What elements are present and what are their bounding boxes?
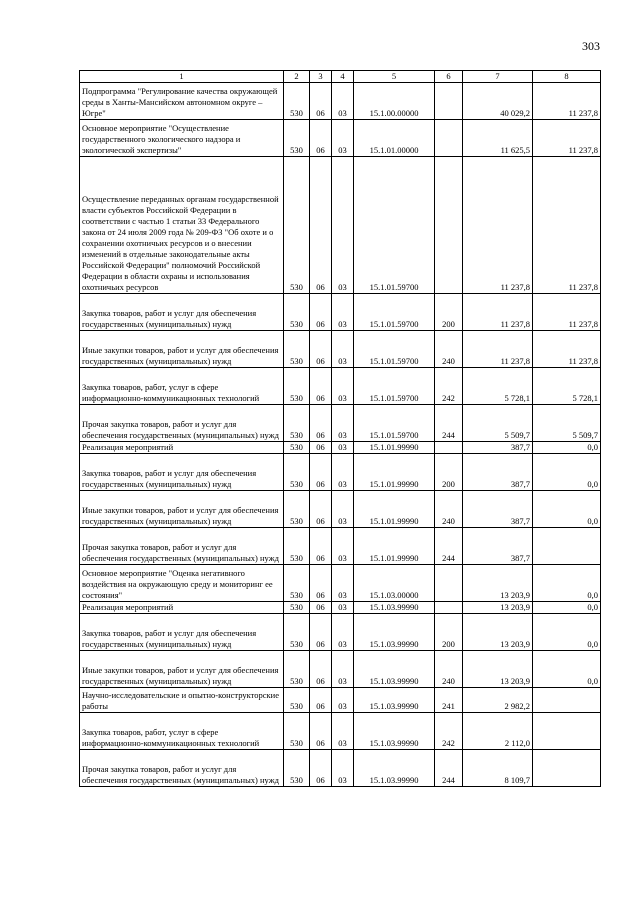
column-header: 1: [80, 71, 284, 83]
admin-code-cell: 530: [284, 750, 310, 787]
amount-cell: 11 237,8: [533, 120, 601, 157]
expense-type-cell: 240: [435, 651, 463, 688]
target-article-cell: 15.1.01.99990: [354, 491, 435, 528]
expense-type-cell: 200: [435, 614, 463, 651]
section-code-cell: 06: [310, 368, 332, 405]
expense-type-cell: [435, 83, 463, 120]
subsection-code-cell: 03: [332, 565, 354, 602]
column-header: 2: [284, 71, 310, 83]
expense-type-cell: 244: [435, 750, 463, 787]
expense-type-cell: 200: [435, 294, 463, 331]
table-row: [80, 83, 601, 120]
subsection-code-cell: 03: [332, 405, 354, 442]
amount-cell: 0,0: [533, 565, 601, 602]
table-row: [80, 565, 601, 602]
row-name-cell: Прочая закупка товаров, работ и услуг для обеспечения государственных (муниципальных) нужд: [80, 405, 284, 442]
section-code-cell: 06: [310, 602, 332, 614]
admin-code-cell: 530: [284, 331, 310, 368]
table-row: [80, 368, 601, 405]
table-row: [80, 750, 601, 787]
table-row: [80, 454, 601, 491]
amount-cell: 387,7: [463, 442, 533, 454]
amount-cell: 5 728,1: [533, 368, 601, 405]
subsection-code-cell: 03: [332, 454, 354, 491]
column-header: 3: [310, 71, 332, 83]
expense-type-cell: 244: [435, 405, 463, 442]
amount-cell: [533, 688, 601, 713]
subsection-code-cell: 03: [332, 750, 354, 787]
column-header: 6: [435, 71, 463, 83]
expense-type-cell: [435, 442, 463, 454]
target-article-cell: 15.1.00.00000: [354, 83, 435, 120]
section-code-cell: 06: [310, 294, 332, 331]
table-row: [80, 331, 601, 368]
section-code-cell: 06: [310, 157, 332, 294]
amount-cell: 11 237,8: [463, 294, 533, 331]
section-code-cell: 06: [310, 565, 332, 602]
table-row: [80, 491, 601, 528]
target-article-cell: 15.1.03.99990: [354, 602, 435, 614]
target-article-cell: 15.1.01.59700: [354, 294, 435, 331]
amount-cell: 0,0: [533, 491, 601, 528]
section-code-cell: 06: [310, 713, 332, 750]
expense-type-cell: 200: [435, 454, 463, 491]
admin-code-cell: 530: [284, 528, 310, 565]
subsection-code-cell: 03: [332, 491, 354, 528]
amount-cell: 387,7: [463, 491, 533, 528]
table-row: [80, 614, 601, 651]
amount-cell: 11 237,8: [463, 157, 533, 294]
expense-type-cell: 241: [435, 688, 463, 713]
expense-type-cell: [435, 157, 463, 294]
amount-cell: 5 509,7: [533, 405, 601, 442]
target-article-cell: 15.1.01.99990: [354, 442, 435, 454]
subsection-code-cell: 03: [332, 602, 354, 614]
subsection-code-cell: 03: [332, 651, 354, 688]
amount-cell: 11 237,8: [463, 331, 533, 368]
section-code-cell: 06: [310, 83, 332, 120]
section-code-cell: 06: [310, 688, 332, 713]
amount-cell: 0,0: [533, 651, 601, 688]
expense-type-cell: 242: [435, 713, 463, 750]
amount-cell: 11 237,8: [533, 294, 601, 331]
admin-code-cell: 530: [284, 83, 310, 120]
row-name-cell: Закупка товаров, работ и услуг для обеспечения государственных (муниципальных) нужд: [80, 454, 284, 491]
amount-cell: 2 982,2: [463, 688, 533, 713]
amount-cell: 0,0: [533, 454, 601, 491]
target-article-cell: 15.1.01.59700: [354, 331, 435, 368]
subsection-code-cell: 03: [332, 294, 354, 331]
amount-cell: 387,7: [463, 454, 533, 491]
amount-cell: 0,0: [533, 442, 601, 454]
admin-code-cell: 530: [284, 688, 310, 713]
row-name-cell: Закупка товаров, работ, услуг в сфере информационно-коммуникационных технологий: [80, 713, 284, 750]
target-article-cell: 15.1.01.59700: [354, 157, 435, 294]
amount-cell: 8 109,7: [463, 750, 533, 787]
admin-code-cell: 530: [284, 454, 310, 491]
table-row: [80, 157, 601, 294]
row-name-cell: Иные закупки товаров, работ и услуг для обеспечения государственных (муниципальных) нужд: [80, 491, 284, 528]
subsection-code-cell: 03: [332, 688, 354, 713]
subsection-code-cell: 03: [332, 331, 354, 368]
section-code-cell: 06: [310, 614, 332, 651]
row-name-cell: Прочая закупка товаров, работ и услуг для обеспечения государственных (муниципальных) нужд: [80, 750, 284, 787]
table-row: [80, 651, 601, 688]
subsection-code-cell: 03: [332, 713, 354, 750]
amount-cell: 0,0: [533, 614, 601, 651]
admin-code-cell: 530: [284, 294, 310, 331]
section-code-cell: 06: [310, 750, 332, 787]
row-name-cell: Реализация мероприятий: [80, 602, 284, 614]
admin-code-cell: 530: [284, 602, 310, 614]
target-article-cell: 15.1.01.99990: [354, 528, 435, 565]
table-row: [80, 602, 601, 614]
table-row: [80, 405, 601, 442]
table-row: [80, 688, 601, 713]
row-name-cell: Основное мероприятие "Оценка негативного воздействия на окружающую среду и мониторинг ее состояния": [80, 565, 284, 602]
target-article-cell: 15.1.01.59700: [354, 405, 435, 442]
table-row: [80, 713, 601, 750]
target-article-cell: 15.1.01.00000: [354, 120, 435, 157]
target-article-cell: 15.1.03.99990: [354, 750, 435, 787]
section-code-cell: 06: [310, 528, 332, 565]
budget-table: [79, 70, 601, 787]
table-row: [80, 442, 601, 454]
row-name-cell: Реализация мероприятий: [80, 442, 284, 454]
admin-code-cell: 530: [284, 565, 310, 602]
row-name-cell: Подпрограмма "Регулирование качества окружающей среды в Ханты-Мансийском автономном округе – Югре": [80, 83, 284, 120]
expense-type-cell: 240: [435, 491, 463, 528]
subsection-code-cell: 03: [332, 120, 354, 157]
section-code-cell: 06: [310, 405, 332, 442]
subsection-code-cell: 03: [332, 368, 354, 405]
row-name-cell: Прочая закупка товаров, работ и услуг для обеспечения государственных (муниципальных) нужд: [80, 528, 284, 565]
amount-cell: 5 728,1: [463, 368, 533, 405]
table-row: [80, 528, 601, 565]
row-name-cell: Закупка товаров, работ, услуг в сфере информационно-коммуникационных технологий: [80, 368, 284, 405]
subsection-code-cell: 03: [332, 157, 354, 294]
target-article-cell: 15.1.03.00000: [354, 565, 435, 602]
amount-cell: 0,0: [533, 602, 601, 614]
amount-cell: 11 237,8: [533, 331, 601, 368]
target-article-cell: 15.1.01.59700: [354, 368, 435, 405]
column-header: 4: [332, 71, 354, 83]
amount-cell: [533, 528, 601, 565]
column-header: 7: [463, 71, 533, 83]
section-code-cell: 06: [310, 442, 332, 454]
admin-code-cell: 530: [284, 120, 310, 157]
subsection-code-cell: 03: [332, 442, 354, 454]
target-article-cell: 15.1.03.99990: [354, 614, 435, 651]
amount-cell: 2 112,0: [463, 713, 533, 750]
amount-cell: 11 237,8: [533, 83, 601, 120]
target-article-cell: 15.1.01.99990: [354, 454, 435, 491]
target-article-cell: 15.1.03.99990: [354, 713, 435, 750]
subsection-code-cell: 03: [332, 528, 354, 565]
amount-cell: 11 625,5: [463, 120, 533, 157]
amount-cell: [533, 713, 601, 750]
admin-code-cell: 530: [284, 491, 310, 528]
row-name-cell: Осуществление переданных органам государственной власти субъектов Российской Федерации в соответствии с частью 1 статьи 33 Федерального закона от 24 июля 2009 года № 209-ФЗ "Об охоте и о сохранении охотничьих ресурсов и о внесении изменений в отдельные законодательные акты Российской Федерации" полномочий Российской Федерации в области охраны и использования охотничьих ресурсов: [80, 157, 284, 294]
amount-cell: 387,7: [463, 528, 533, 565]
row-name-cell: Научно-исследовательские и опытно-конструкторские работы: [80, 688, 284, 713]
amount-cell: 13 203,9: [463, 602, 533, 614]
amount-cell: 13 203,9: [463, 565, 533, 602]
table-header-row: [80, 71, 601, 83]
subsection-code-cell: 03: [332, 83, 354, 120]
expense-type-cell: 240: [435, 331, 463, 368]
row-name-cell: Основное мероприятие "Осуществление государственного экологического надзора и экологической экспертизы": [80, 120, 284, 157]
expense-type-cell: [435, 120, 463, 157]
section-code-cell: 06: [310, 120, 332, 157]
row-name-cell: Закупка товаров, работ и услуг для обеспечения государственных (муниципальных) нужд: [80, 614, 284, 651]
amount-cell: 13 203,9: [463, 651, 533, 688]
subsection-code-cell: 03: [332, 614, 354, 651]
admin-code-cell: 530: [284, 713, 310, 750]
admin-code-cell: 530: [284, 442, 310, 454]
admin-code-cell: 530: [284, 157, 310, 294]
table-row: [80, 120, 601, 157]
amount-cell: 5 509,7: [463, 405, 533, 442]
section-code-cell: 06: [310, 454, 332, 491]
target-article-cell: 15.1.03.99990: [354, 688, 435, 713]
amount-cell: 11 237,8: [533, 157, 601, 294]
admin-code-cell: 530: [284, 614, 310, 651]
section-code-cell: 06: [310, 651, 332, 688]
column-header: 5: [354, 71, 435, 83]
amount-cell: 40 029,2: [463, 83, 533, 120]
section-code-cell: 06: [310, 331, 332, 368]
admin-code-cell: 530: [284, 368, 310, 405]
row-name-cell: Закупка товаров, работ и услуг для обеспечения государственных (муниципальных) нужд: [80, 294, 284, 331]
expense-type-cell: 242: [435, 368, 463, 405]
admin-code-cell: 530: [284, 405, 310, 442]
table-row: [80, 294, 601, 331]
target-article-cell: 15.1.03.99990: [354, 651, 435, 688]
expense-type-cell: 244: [435, 528, 463, 565]
expense-type-cell: [435, 565, 463, 602]
amount-cell: 13 203,9: [463, 614, 533, 651]
admin-code-cell: 530: [284, 651, 310, 688]
column-header: 8: [533, 71, 601, 83]
amount-cell: [533, 750, 601, 787]
row-name-cell: Иные закупки товаров, работ и услуг для обеспечения государственных (муниципальных) нужд: [80, 651, 284, 688]
section-code-cell: 06: [310, 491, 332, 528]
page-number: 303: [582, 39, 600, 53]
row-name-cell: Иные закупки товаров, работ и услуг для обеспечения государственных (муниципальных) нужд: [80, 331, 284, 368]
expense-type-cell: [435, 602, 463, 614]
